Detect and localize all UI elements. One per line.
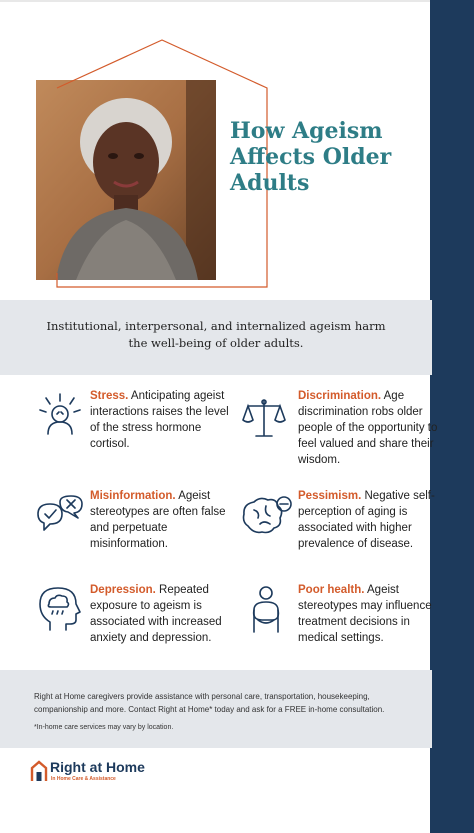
- person-holding-stomach-icon: [244, 584, 290, 634]
- item-body: Ageist stereotypes are often false and perpetuate misinformation.: [90, 490, 226, 550]
- item-heading: Poor health.: [298, 584, 365, 596]
- item-heading: Stress.: [90, 390, 129, 402]
- speech-bubbles-check-x-icon: [34, 494, 86, 538]
- intro-text: Institutional, interpersonal, and internalized ageism harm the well-being of older adults.: [46, 319, 386, 350]
- scales-icon: [240, 394, 288, 442]
- item-heading: Misinformation.: [90, 490, 176, 502]
- item-body: Ageist stereotypes may influence treatment decisions in medical settings.: [298, 584, 432, 644]
- item-heading: Depression.: [90, 584, 156, 596]
- house-logo-icon: [30, 760, 48, 782]
- item-heading: Discrimination.: [298, 390, 382, 402]
- stressed-head-icon: [36, 390, 84, 438]
- item-body: Repeated exposure to ageism is associated with increased anxiety and depression.: [90, 584, 222, 644]
- item-heading: Pessimism.: [298, 490, 362, 502]
- logo-name: Right at Home: [50, 759, 145, 775]
- brain-minus-icon: [240, 494, 294, 538]
- footnote: *In-home care services may vary by location.: [34, 724, 174, 731]
- brand-logo[interactable]: [30, 760, 210, 786]
- footer-text: Right at Home caregivers provide assistance with personal care, transportation, housekeeping, companionship and more. Contact Right at Home* today and ask for a FREE in-home consultation.: [34, 692, 385, 714]
- item-body: Age discrimination robs older people of the opportunity to feel valued and share their wisdom.: [298, 390, 438, 466]
- logo-tagline: In Home Care & Assistance: [51, 776, 116, 782]
- head-raincloud-icon: [36, 584, 84, 634]
- item-body: Negative self-perception of aging is associated with higher prevalence of disease.: [298, 490, 435, 550]
- page-title: How Ageism Affects Older Adults: [230, 118, 392, 196]
- item-body: Anticipating ageist interactions raises the level of the stress hormone cortisol.: [90, 390, 229, 450]
